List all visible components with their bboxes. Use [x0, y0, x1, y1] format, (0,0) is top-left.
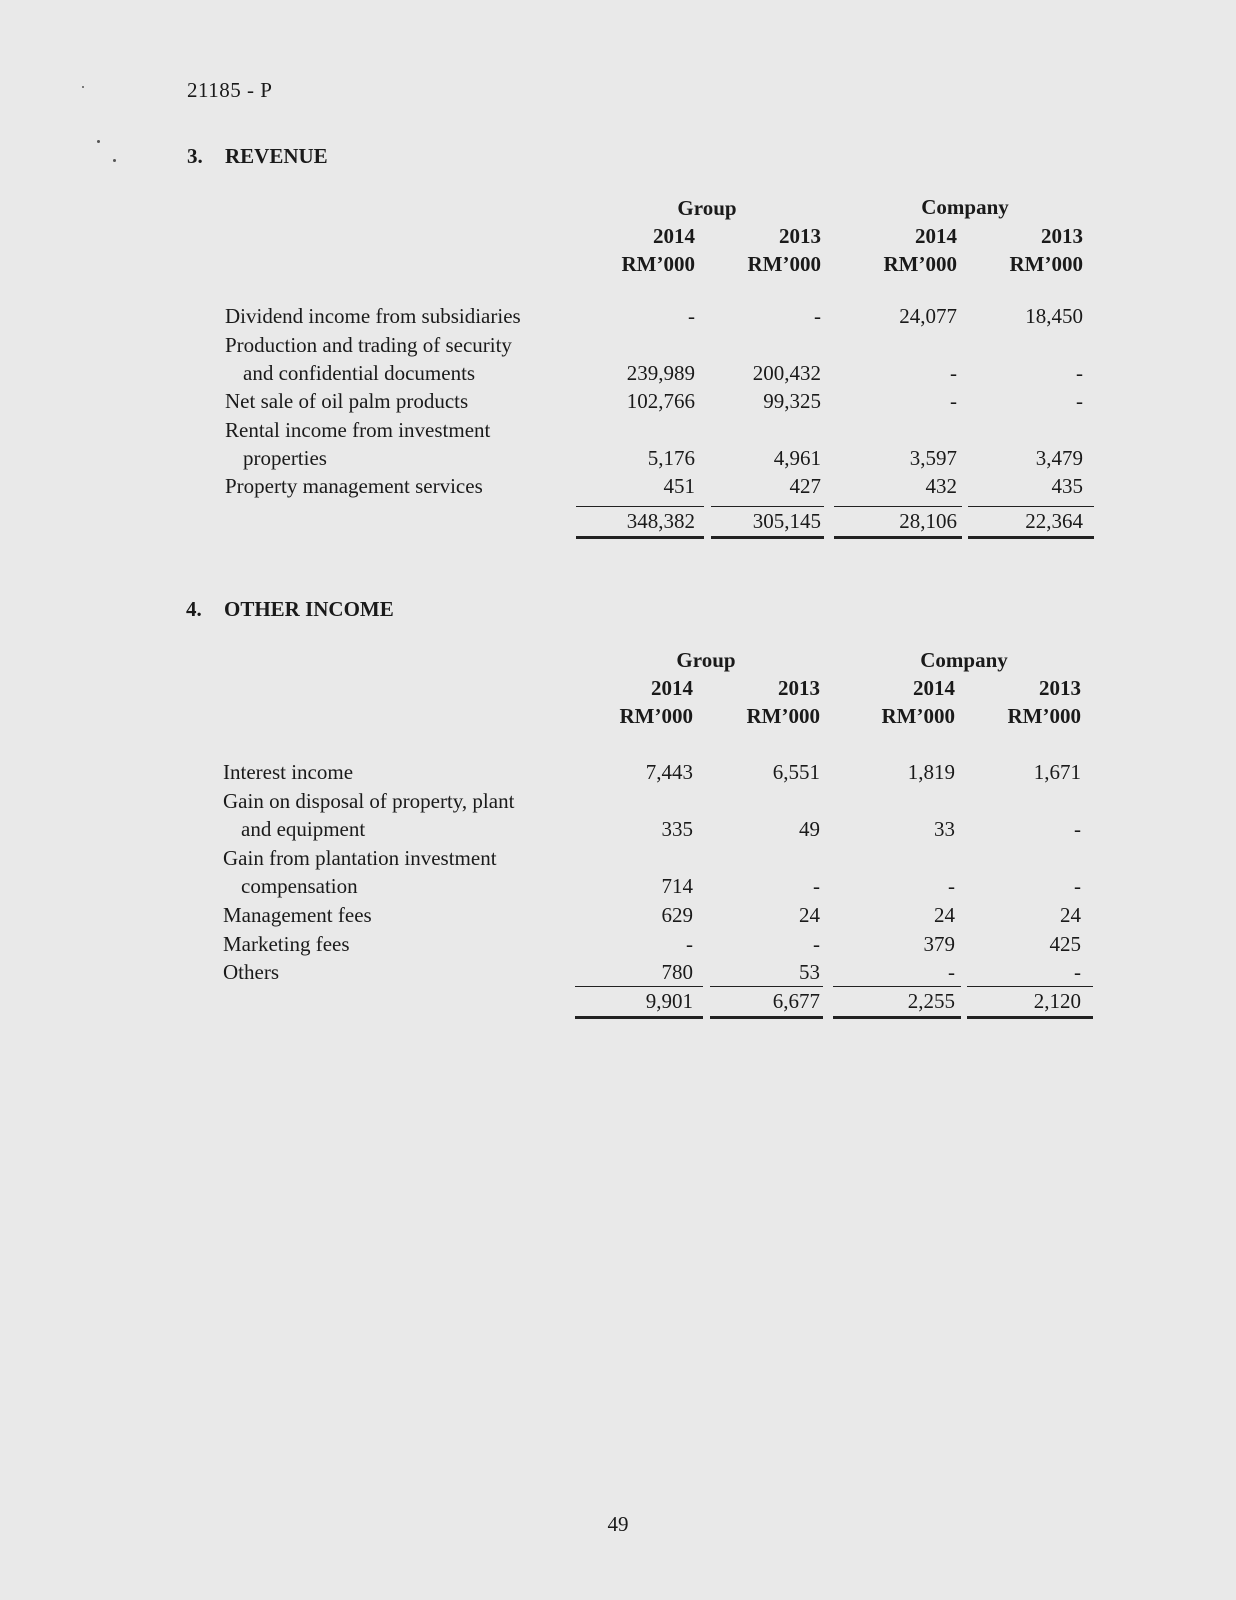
- scan-speck: [82, 86, 84, 88]
- other-income-cell: 1,671: [1033, 760, 1081, 784]
- revenue-subtotal-rule: [711, 506, 824, 507]
- other-income-unit-header: RM’000: [619, 704, 693, 728]
- revenue-cell: 239,989: [626, 361, 695, 385]
- other-income-cell: 714: [661, 874, 693, 898]
- other-income-year-header: 2014: [651, 676, 693, 700]
- other-income-total-cell: 2,255: [907, 989, 955, 1013]
- revenue-total-cell: 305,145: [752, 509, 821, 533]
- other-income-subtotal-rule: [833, 986, 961, 987]
- revenue-year-header: 2013: [1041, 224, 1083, 248]
- revenue-total-rule: [968, 536, 1094, 539]
- other-income-row-label: Management fees: [223, 903, 372, 927]
- revenue-unit-header: RM’000: [621, 252, 695, 276]
- other-income-cell: -: [813, 932, 820, 956]
- revenue-cell: 18,450: [1025, 304, 1083, 328]
- other-income-total-rule: [833, 1016, 961, 1019]
- revenue-company-header: Company: [921, 195, 1009, 219]
- revenue-total-cell: 28,106: [899, 509, 957, 533]
- other-income-cell: -: [1074, 960, 1081, 984]
- revenue-cell: 99,325: [763, 389, 821, 413]
- other-income-total-cell: 2,120: [1033, 989, 1081, 1013]
- scan-speck: [97, 140, 100, 143]
- other-income-cell: 425: [1049, 932, 1081, 956]
- revenue-row-label: Rental income from investment: [225, 418, 491, 442]
- other-income-section-heading: OTHER INCOME: [224, 597, 394, 621]
- revenue-subtotal-rule: [968, 506, 1094, 507]
- other-income-cell: 7,443: [645, 760, 693, 784]
- other-income-year-header: 2013: [1039, 676, 1081, 700]
- revenue-total-rule: [711, 536, 824, 539]
- revenue-cell: 451: [663, 474, 695, 498]
- other-income-cell: 379: [923, 932, 955, 956]
- other-income-total-cell: 6,677: [772, 989, 820, 1013]
- revenue-year-header: 2014: [653, 224, 695, 248]
- revenue-cell: -: [1076, 389, 1083, 413]
- other-income-unit-header: RM’000: [881, 704, 955, 728]
- revenue-section-title: [187, 144, 328, 169]
- revenue-year-header: 2014: [915, 224, 957, 248]
- other-income-total-cell: 9,901: [645, 989, 693, 1013]
- page-number: 49: [607, 1512, 629, 1536]
- other-income-cell: 24: [934, 903, 955, 927]
- revenue-cell: 24,077: [899, 304, 957, 328]
- revenue-row-label: Dividend income from subsidiaries: [225, 304, 521, 328]
- revenue-cell: -: [950, 361, 957, 385]
- revenue-subtotal-rule: [576, 506, 704, 507]
- other-income-subtotal-rule: [710, 986, 823, 987]
- other-income-cell: 629: [661, 903, 693, 927]
- revenue-total-rule: [576, 536, 704, 539]
- revenue-section-heading: REVENUE: [225, 144, 328, 168]
- document-reference: 21185 - P: [187, 78, 273, 102]
- other-income-cell: -: [1074, 874, 1081, 898]
- other-income-row-label: Interest income: [223, 760, 354, 784]
- other-income-row-label: Others: [223, 960, 279, 984]
- other-income-total-rule: [967, 1016, 1093, 1019]
- other-income-total-rule: [710, 1016, 823, 1019]
- other-income-cell: 6,551: [772, 760, 820, 784]
- other-income-company-header: Company: [920, 648, 1008, 672]
- revenue-cell: 200,432: [752, 361, 821, 385]
- revenue-cell: 435: [1051, 474, 1083, 498]
- revenue-section-number: 3.: [187, 144, 203, 168]
- other-income-cell: -: [948, 960, 955, 984]
- revenue-total-cell: 22,364: [1025, 509, 1083, 533]
- revenue-row-label: properties: [243, 446, 327, 470]
- revenue-cell: 432: [925, 474, 957, 498]
- scan-speck: [113, 159, 116, 162]
- other-income-row-label: Gain on disposal of property, plant: [223, 789, 515, 813]
- revenue-cell: -: [814, 304, 821, 328]
- other-income-subtotal-rule: [967, 986, 1093, 987]
- revenue-year-header: 2013: [779, 224, 821, 248]
- revenue-row-label: Production and trading of security: [225, 333, 512, 357]
- revenue-cell: 3,597: [909, 446, 957, 470]
- revenue-unit-header: RM’000: [883, 252, 957, 276]
- other-income-row-label: compensation: [241, 874, 358, 898]
- revenue-subtotal-rule: [834, 506, 962, 507]
- revenue-cell: -: [688, 304, 695, 328]
- other-income-cell: 780: [661, 960, 693, 984]
- other-income-cell: 24: [1060, 903, 1081, 927]
- other-income-row-label: and equipment: [241, 817, 366, 841]
- revenue-cell: 427: [789, 474, 821, 498]
- revenue-cell: -: [950, 389, 957, 413]
- other-income-cell: -: [686, 932, 693, 956]
- other-income-unit-header: RM’000: [1007, 704, 1081, 728]
- revenue-total-rule: [834, 536, 962, 539]
- other-income-row-label: Marketing fees: [223, 932, 350, 956]
- other-income-unit-header: RM’000: [746, 704, 820, 728]
- revenue-unit-header: RM’000: [747, 252, 821, 276]
- revenue-unit-header: RM’000: [1009, 252, 1083, 276]
- other-income-cell: -: [948, 874, 955, 898]
- other-income-year-header: 2013: [778, 676, 820, 700]
- other-income-cell: 24: [799, 903, 820, 927]
- revenue-row-label: Net sale of oil palm products: [225, 389, 469, 413]
- other-income-subtotal-rule: [575, 986, 703, 987]
- other-income-cell: 335: [661, 817, 693, 841]
- other-income-cell: 33: [934, 817, 955, 841]
- other-income-cell: -: [813, 874, 820, 898]
- revenue-row-label: and confidential documents: [243, 361, 476, 385]
- other-income-section-title: [186, 597, 394, 622]
- other-income-cell: -: [1074, 817, 1081, 841]
- other-income-cell: 49: [799, 817, 820, 841]
- other-income-cell: 53: [799, 960, 820, 984]
- revenue-cell: 102,766: [626, 389, 695, 413]
- other-income-total-rule: [575, 1016, 703, 1019]
- other-income-group-header: Group: [676, 648, 736, 672]
- revenue-row-label: Property management services: [225, 474, 483, 498]
- other-income-year-header: 2014: [913, 676, 955, 700]
- other-income-row-label: Gain from plantation investment: [223, 846, 497, 870]
- other-income-cell: 1,819: [907, 760, 955, 784]
- revenue-total-cell: 348,382: [626, 509, 695, 533]
- revenue-group-header: Group: [677, 196, 737, 220]
- revenue-cell: 4,961: [773, 446, 821, 470]
- revenue-cell: -: [1076, 361, 1083, 385]
- revenue-cell: 5,176: [647, 446, 695, 470]
- revenue-cell: 3,479: [1035, 446, 1083, 470]
- other-income-section-number: 4.: [186, 597, 202, 621]
